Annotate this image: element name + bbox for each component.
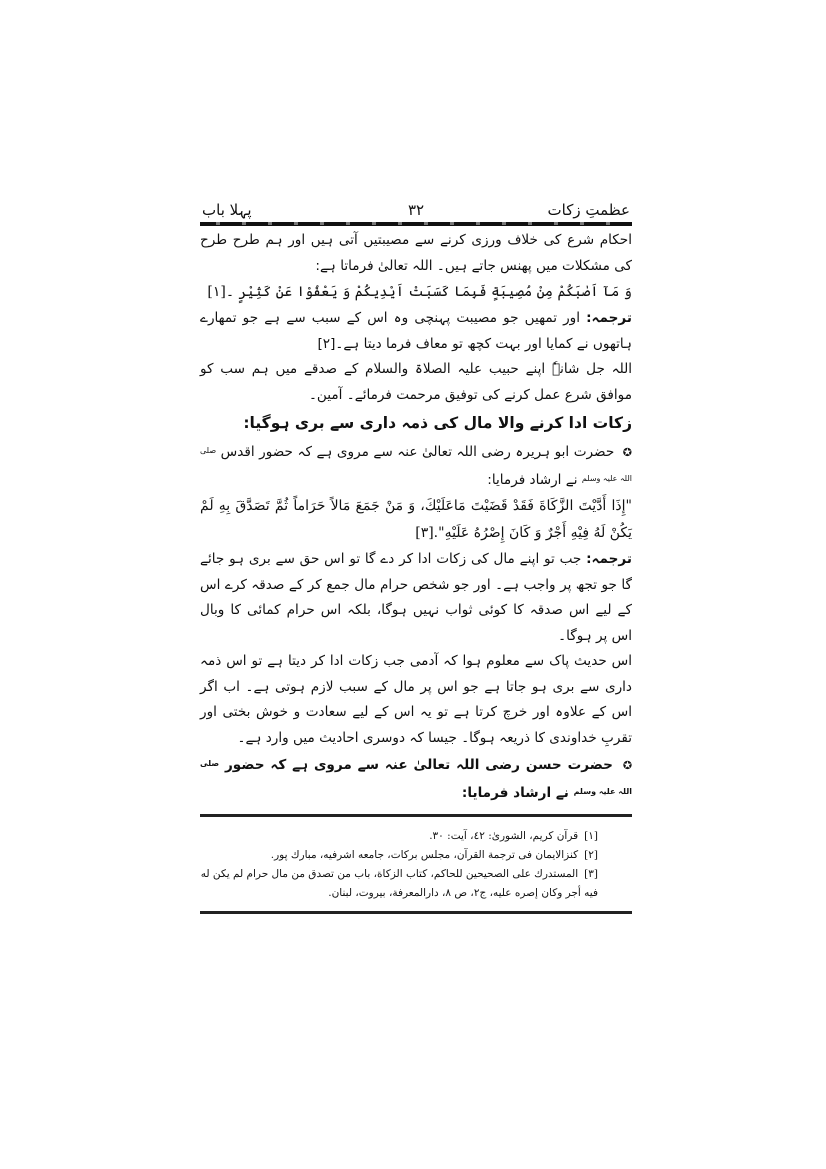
footnote-text: کنزالایمان فی ترجمة القرآن، مجلس برکات، جامعه اشرفیه، مبارك پور. <box>270 849 579 861</box>
translation-label: ترجمہ: <box>586 310 632 326</box>
explanation-paragraph: اس حدیث پاک سے معلوم ہوا کہ آدمی جب زکات ادا کر دیتا ہے تو اس ذمہ داری سے بری ہو جاتا ہے جو اس پر مال کے سبب لازم ہوتی ہے۔ اب اگر اس کے علاوہ اور خرچ کرتا ہے تو یہ اس کے لیے سعادت و خوش بختی اور تقربِ خداوندی کا ذریعہ ہوگا۔ جیسا کہ دوسری احادیث میں وارد ہے۔ <box>200 653 632 746</box>
salutation-glyph: صلی اللہ علیہ وسلم <box>200 759 632 796</box>
footnote-number: [۳] <box>584 868 598 880</box>
hadith-translation <box>200 547 632 649</box>
hadith-2-narration: حضرت حسن رضی اللہ تعالیٰ عنہ سے مروی ہے کہ حضور <box>224 757 613 773</box>
footnote-number: [۱] <box>584 830 598 842</box>
book-page <box>200 198 632 914</box>
chapter-title: پہلا باب <box>202 201 252 219</box>
quran-verse: وَ مَآ اَصٰبَكُمْ مِنْ مُصِيبَةٍ فَبِمَا كَسَبَتْ اَيْدِيكُمْ وَ يَعْفُوْا عَنْ كَثِيْرٍ ۔[۱] <box>207 284 632 300</box>
page-bottom-rule <box>200 911 632 914</box>
footnote <box>200 865 598 903</box>
book-title: عظمتِ زکات <box>547 201 630 219</box>
star-bullet-icon: ✪ <box>622 759 633 772</box>
hadith-1-intro <box>200 438 632 493</box>
page-number: ۳۲ <box>407 201 425 219</box>
star-bullet-icon: ✪ <box>622 446 632 459</box>
running-head <box>200 198 632 222</box>
paragraph-intro: احکام شرع کی خلاف ورزی کرنے سے مصیبتیں آتی ہیں اور ہم طرح طرح کی مشکلات میں پھنس جاتے ہیں۔ اللہ تعالیٰ فرماتا ہے: <box>200 232 632 274</box>
hadith-1-narration-end: نے ارشاد فرمایا: <box>487 471 578 488</box>
footnote-text: المستدرك على الصحيحين للحاكم، كتاب الزكاة، باب من تصدق من مال حرام لم يكن له فيه أجر وكان إصره عليه، ج٢، ص ٨، دارالمعرفة، بيروت، لبنان. <box>200 868 598 899</box>
footnote <box>200 846 598 865</box>
hadith-2-intro <box>200 751 632 806</box>
body-text <box>200 228 632 806</box>
footnote-number: [۲] <box>584 849 598 861</box>
salutation-glyph: صلی اللہ علیہ وسلم <box>200 446 632 483</box>
footnotes <box>200 827 632 903</box>
hadith-arabic: "إِذَا أَدَّيْتَ الزَّكَاةَ فَقَدْ قَضَيْتَ مَاعَلَيْكَ، وَ مَنْ جَمَعَ مَالاً حَرَاماً ثُمَّ تَصَدَّقَ بِهِ لَمْ يَكُنْ لَهُ فِيْهِ أَجْرٌ وَ كَانَ إِصْرُهُ عَلَيْهِ".[۳] <box>200 498 632 541</box>
verse-translation <box>200 306 632 357</box>
dua-paragraph: اللہ جل شانہٗ اپنے حبیب علیہ الصلاۃ والسلام کے صدقے میں ہم سب کو موافق شرع عمل کرنے کی توفیق مرحمت فرمائے۔ آمین۔ <box>200 361 632 403</box>
hadith-1-narration: حضرت ابو ہریرہ رضی اللہ تعالیٰ عنہ سے مروی ہے کہ حضور اقدس <box>220 444 615 460</box>
footnote <box>200 827 598 846</box>
header-divider <box>200 222 632 226</box>
translation-text-2: جب تو اپنے مال کی زکات ادا کر دے گا تو اس حق سے بری ہو جائے گا جو تجھ پر واجب ہے۔ اور جو شخص حرام مال جمع کر کے صدقہ کرے اس کے لیے اس صدقہ کا کوئی ثواب نہیں ہوگا، بلکہ اس حرام کمائی کا وبال اس پر ہوگا۔ <box>200 551 632 644</box>
translation-label-2: ترجمہ: <box>586 551 632 567</box>
translation-text: اور تمھیں جو مصیبت پہنچی وہ اس کے سبب سے ہے جو تمھارے ہاتھوں نے کمایا اور بہت کچھ تو معاف فرما دیتا ہے۔[۲] <box>200 310 632 352</box>
footnote-text: قرآن کریم، الشوریٰ: ٤٢، آیت: ٣٠. <box>429 830 579 842</box>
footnote-divider <box>200 814 632 817</box>
hadith-2-narration-end: نے ارشاد فرمایا: <box>461 784 569 801</box>
section-heading: زکات ادا کرنے والا مال کی ذمہ داری سے بری ہوگیا: <box>243 414 632 432</box>
